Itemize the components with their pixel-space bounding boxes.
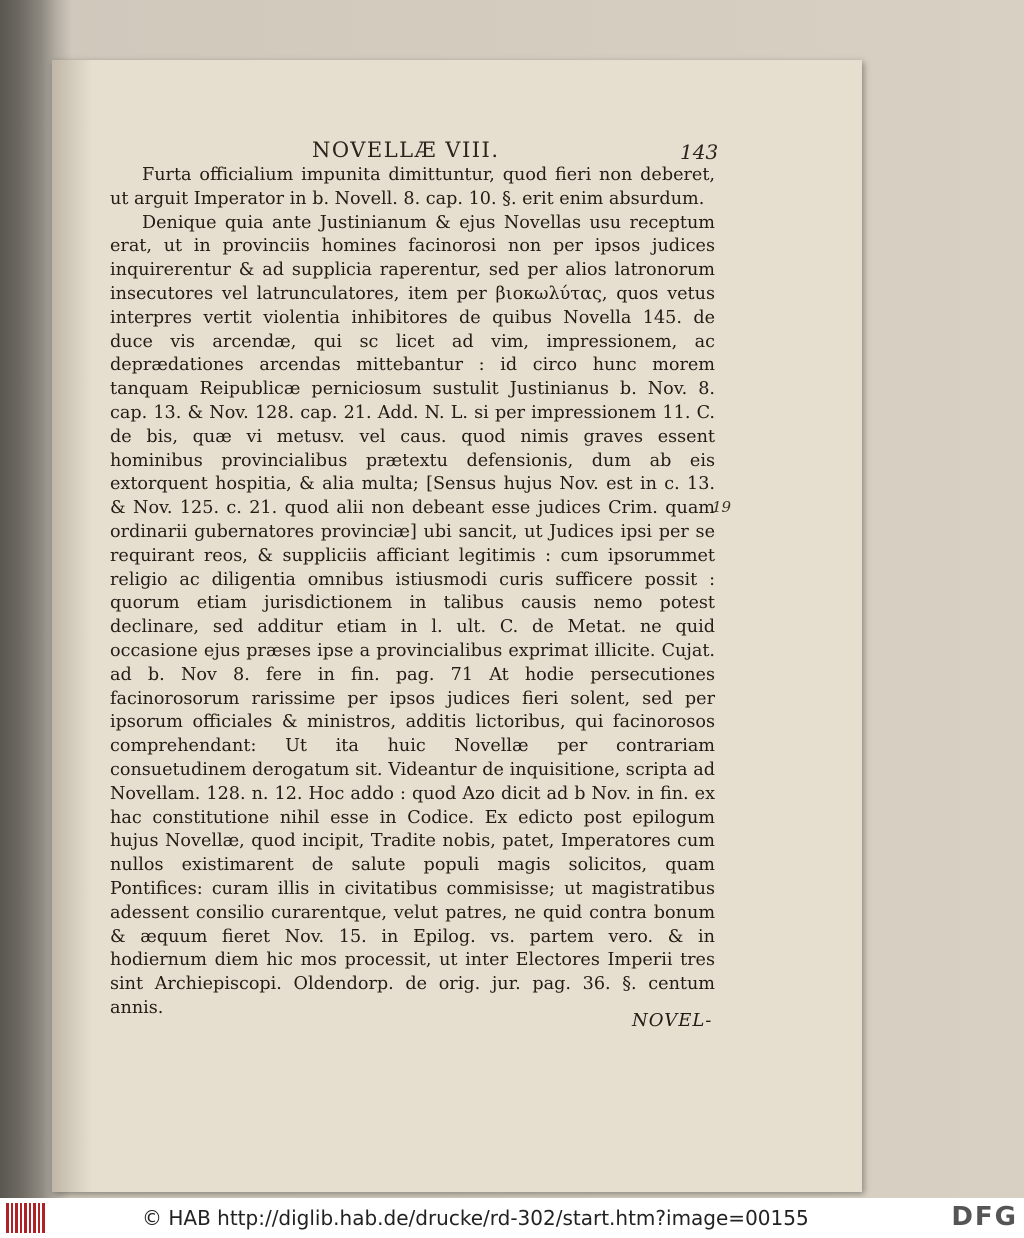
- book-page: [52, 60, 862, 1192]
- footer-url[interactable]: © HAB http://diglib.hab.de/drucke/rd-302/start.htm?image=00155: [142, 1206, 809, 1230]
- page-number: 143: [680, 140, 719, 164]
- dfg-logo: DFG: [951, 1202, 1018, 1232]
- page-gutter-shadow: [52, 60, 92, 1192]
- footer-bar: [0, 1198, 1024, 1238]
- hab-logo-icon: [6, 1203, 46, 1233]
- body-text: [110, 164, 715, 1021]
- margin-note: 19: [712, 498, 732, 516]
- paragraph-2: Denique quia ante Justinianum & ejus Novellas usu receptum erat, ut in provinciis homines facinorosi non per ipsos judices inquirerentur & ad supplicia raperentur, sed per alios latronorum insecutores vel latrunculatores, item per βιοκωλύτας, quos vetus interpres vertit violentia inhibitores de quibus Novella 145. de duce vis arcendæ, qui sc licet ad vim, impressionem, ac deprædationes arcendas mittebantur : id circo hunc morem tanquam Reipublicæ perniciosum sustulit Justinianus b. Nov. 8. cap. 13. & Nov. 128. cap. 21. Add. N. L. si per impressionem 11. C. de bis, quæ vi metusv. vel caus. quod nimis graves essent hominibus provincialibus prætextu defensionis, dum ab eis extorquent hospitia, & alia multa; [Sensus hujus Nov. est in c. 13. & Nov. 125. c. 21. quod alii non debeant esse judices Crim. quam ordinarii gubernatores provinciæ] ubi sancit, ut Judices ipsi per se requirant reos, & suppliciis afficiant legitimis : cum ipsorummet religio ac diligentia omnibus istiusmodi curis sufficere possit : quorum etiam jurisdictionem in talibus causis nemo potest declinare, sed additur etiam in l. ult. C. de Metat. ne quid occasione ejus præses ipse a provincialibus exprimat illicite. Cujat. ad b. Nov 8. fere in fin. pag. 71 At hodie persecutiones facinorosorum rarissime per ipsos judices fieri solent, sed per ipsorum officiales & ministros, additis lictoribus, qui facinorosos comprehendant: Ut ita huic Novellæ per contrariam consuetudinem derogatum sit. Videantur de inquisitione, scripta ad Novellam. 128. n. 12. Hoc addo : quod Azo dicit ad b Nov. in fin. ex hac constitutione nihil esse in Codice. Ex edicto post epilogum hujus Novellæ, quod incipit, Tradite nobis, patet, Imperatores cum nullos existimarent de salute populi magis solicitos, quam Pontifices: curam illis in civitatibus commisisse; ut magistratibus adessent consilio curarentque, velut patres, ne quid contra bonum & æquum fieret Nov. 15. in Epilog. vs. partem vero. & in hodiernum diem hic mos processit, ut inter Electores Imperii tres sint Archiepiscopi. Oldendorp. de orig. jur. pag. 36. §. centum annis.: [110, 212, 715, 1018]
- catchword: NOVEL-: [632, 1010, 713, 1031]
- running-head: NOVELLÆ VIII.: [312, 138, 500, 162]
- paragraph-1: Furta officialium impunita dimittuntur, quod fieri non deberet, ut arguit Imperator in b. Novell. 8. cap. 10. §. erit enim absurdum.: [110, 165, 715, 209]
